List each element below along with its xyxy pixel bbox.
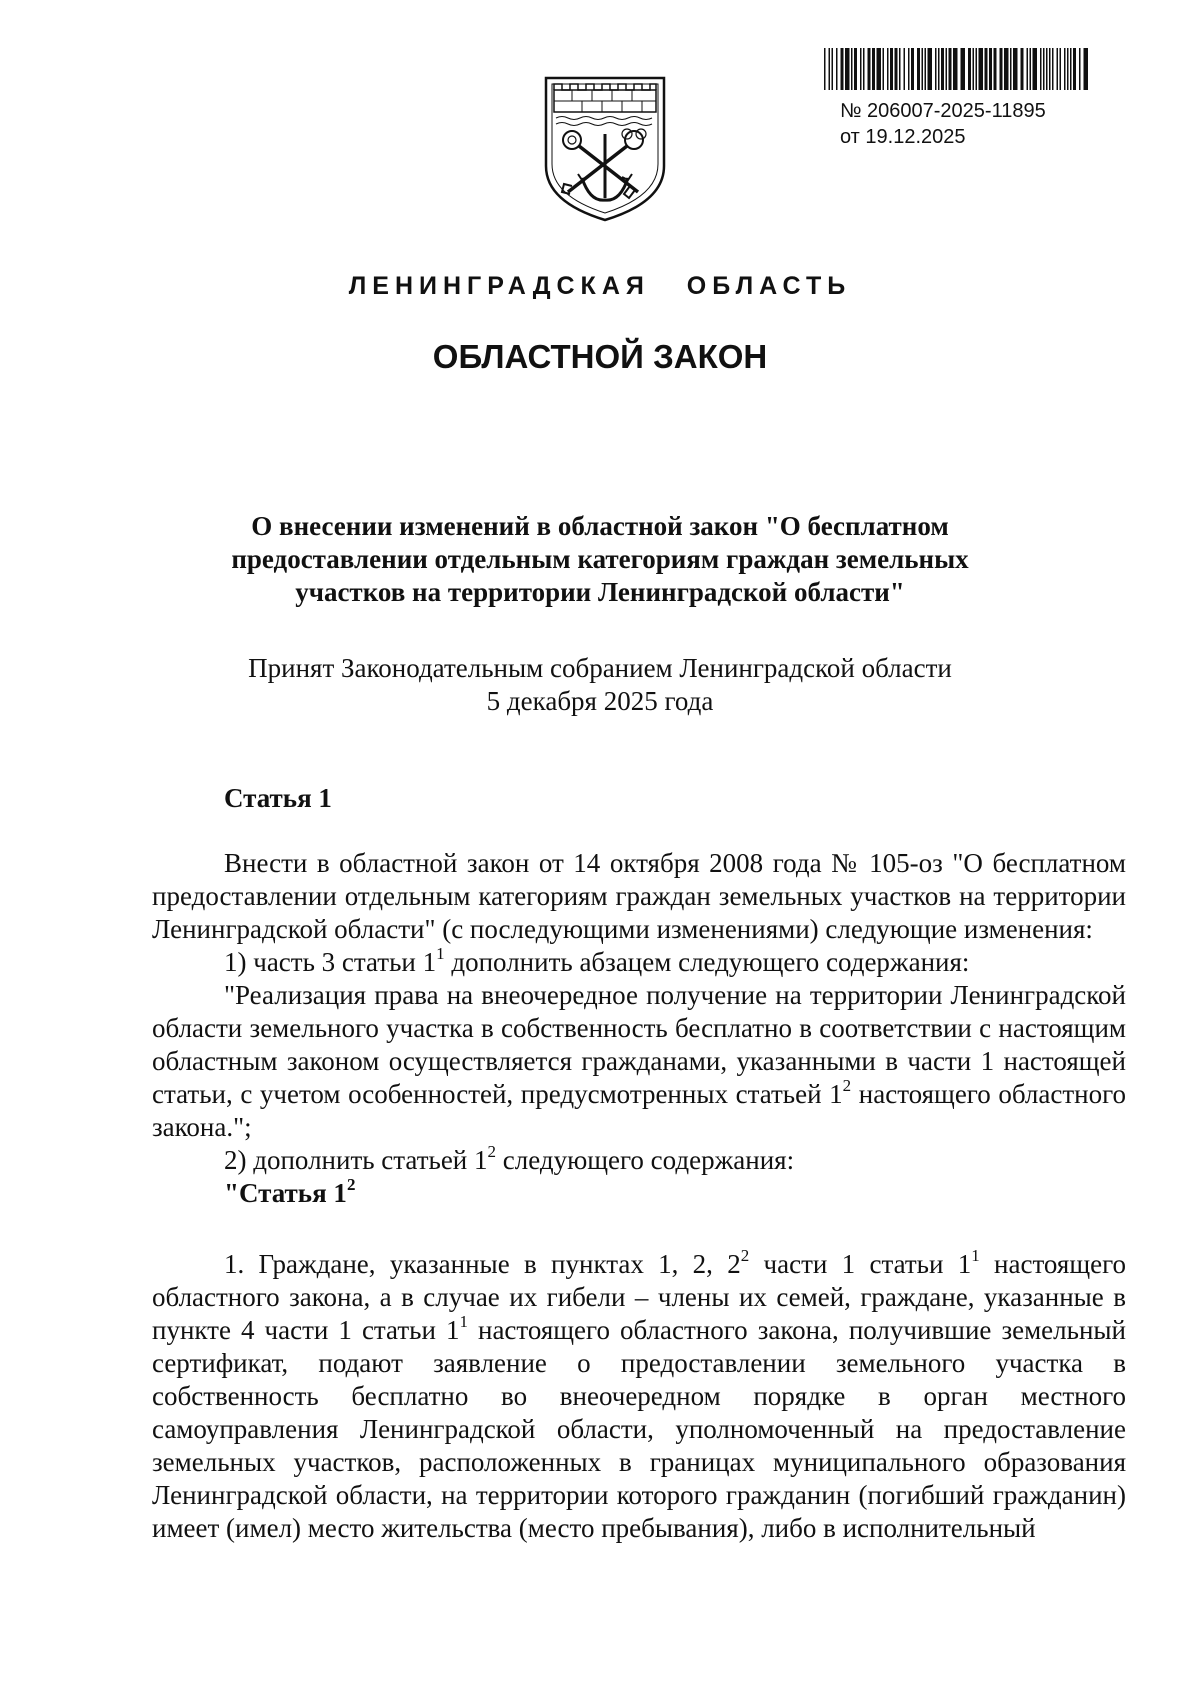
- registration-date: от 19.12.2025: [840, 126, 966, 148]
- new-article-paragraph-1: 1. Граждане, указанные в пунктах 1, 2, $2^2$ части 1 статьи $1^1$ настоящего областного закона, а в случае их гибели – члены их семей, граждане, указанные в пункте 4 части 1 статьи $1^1$ настоящего областного закона, получившие земельный сертификат, подают заявление о предоставлении земельного участка в собственность бесплатно во внеочередном порядке в орган местного самоуправления Ленинградской области, уполномоченный на предоставление земельных участков, расположенных в границах муниципального образования Ленинградской области, на территории которого гражданин (погибший гражданин) имеет (имел) место жительства (место пребывания), либо в исполнительный: [152, 1246, 1126, 1543]
- adoption-date: 5 декабря 2025 года: [486, 686, 714, 716]
- document-type: ОБЛАСТНОЙ ЗАКОН: [432, 338, 768, 375]
- barcode-icon: [824, 48, 1089, 90]
- new-article-heading: "Статья $1^2$: [224, 1175, 356, 1208]
- article-body: [152, 847, 1126, 1545]
- law-title: О внесении изменений в областной закон "О бесплатном предоставлении отдельным категориям граждан земельных участков на территории Ленинградской области": [231, 511, 969, 607]
- article-heading: Статья 1: [224, 783, 332, 813]
- amendment-item-2: 2) дополнить статьей $1^2$ следующего содержания:: [224, 1142, 795, 1175]
- region-name: ЛЕНИНГРАДСКАЯ ОБЛАСТЬ: [348, 272, 852, 300]
- article-intro: Внести в областной закон от 14 октября 2008 года № 105-оз "О бесплатном предоставлении отдельным категориям граждан земельных участков на территории Ленинградской области" (с последующими изменениями) следующие изменения:: [152, 848, 1126, 944]
- coat-of-arms-icon: [542, 74, 668, 224]
- adoption-line-1: Принят Законодательным собранием Ленинградской области: [248, 653, 952, 683]
- amendment-item-1: 1) часть 3 статьи $1^1$ дополнить абзацем следующего содержания:: [224, 944, 970, 977]
- adoption-info: [195, 652, 1005, 718]
- registration-number: № 206007-2025-11895: [840, 100, 1046, 122]
- registration-stamp: [840, 98, 1046, 150]
- amendment-quote-1: "Реализация права на внеочередное получение на территории Ленинградской области земельного участка в собственность бесплатно в соответствии с настоящим областным законом осуществляется гражданами, указанными в части 1 настоящей статьи, с учетом особенностей, предусмотренных статьей $1^2$ настоящего областного закона.";: [152, 980, 1126, 1142]
